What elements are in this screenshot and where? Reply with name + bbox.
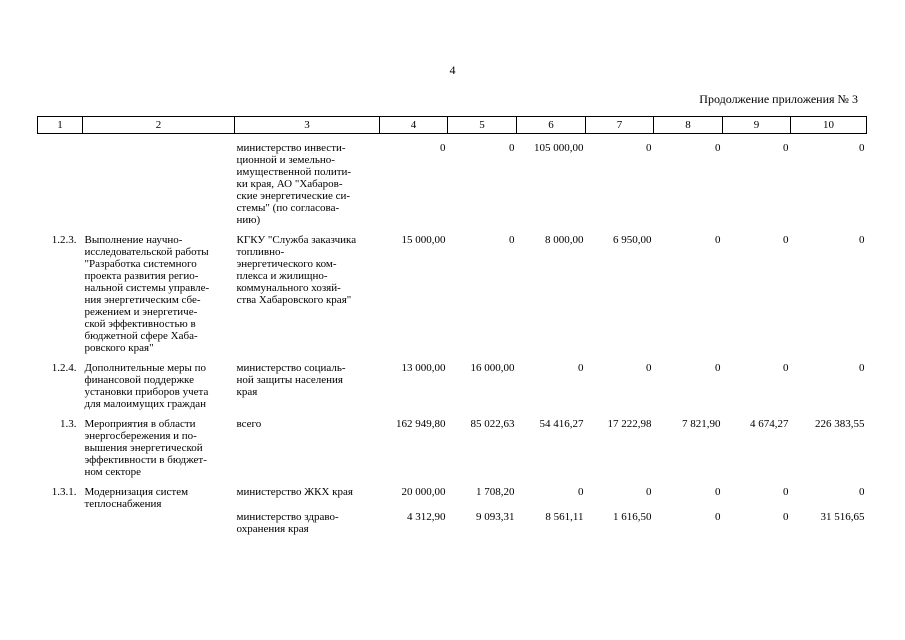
row-executor-cell: министерство здраво- охранения края — [236, 511, 339, 535]
row-code-cell: 1.2.3. — [51, 234, 77, 246]
row-value-cell: 85 022,63 — [470, 418, 515, 430]
row-value-cell: 17 222,98 — [607, 418, 652, 430]
appendix-continuation-label: Продолжение приложения № 3 — [699, 92, 858, 106]
row-value-cell: 0 — [783, 486, 789, 498]
table-row — [38, 354, 867, 410]
row-value-cell: 7 821,90 — [682, 418, 721, 430]
header-cell: 5 — [448, 117, 517, 134]
header-cell: 7 — [586, 117, 654, 134]
row-value-cell: 0 — [783, 142, 789, 154]
row-executor-cell: министерство ЖКХ края — [236, 486, 353, 498]
table-row — [38, 134, 867, 227]
row-value-cell: 54 416,27 — [539, 418, 584, 430]
row-executor-cell: министерство социаль- ной защиты населения края — [236, 362, 346, 398]
row-value-cell: 0 — [715, 142, 721, 154]
row-value-cell: 0 — [646, 362, 652, 374]
row-value-cell: 0 — [440, 142, 446, 154]
row-value-cell: 105 000,00 — [534, 142, 584, 154]
row-value-cell: 0 — [646, 142, 652, 154]
appendix-table — [37, 116, 867, 535]
row-value-cell: 4 312,90 — [407, 511, 446, 523]
header-cell: 1 — [38, 117, 83, 134]
row-value-cell: 0 — [859, 362, 865, 374]
row-code-cell: 1.3. — [60, 418, 77, 430]
header-cell: 2 — [83, 117, 235, 134]
row-name-cell: Дополнительные меры по финансовой поддержке установки приборов учета для малоимущих граждан — [84, 362, 209, 410]
row-value-cell: 0 — [578, 362, 584, 374]
table-row — [38, 226, 867, 354]
row-code-cell: 1.3.1. — [51, 486, 77, 498]
row-value-cell: 13 000,00 — [401, 362, 446, 374]
row-name-cell: Выполнение научно- исследовательской работы "Разработка системного проекта развития регио- нальной системы управле- ния энергетическим сбе- режением и энергетиче- ской эффективностью в бюджетной сфере Хаба- ровского края" — [84, 234, 210, 354]
header-cell: 10 — [791, 117, 867, 134]
row-value-cell: 162 949,80 — [396, 418, 446, 430]
table-row — [38, 478, 867, 510]
row-value-cell: 20 000,00 — [401, 486, 446, 498]
row-value-cell: 31 516,65 — [820, 511, 865, 523]
table-row — [38, 410, 867, 478]
row-value-cell: 0 — [859, 234, 865, 246]
row-code-cell — [38, 510, 83, 535]
row-value-cell: 8 000,00 — [545, 234, 584, 246]
row-value-cell: 0 — [646, 486, 652, 498]
row-value-cell: 9 093,31 — [476, 511, 515, 523]
row-value-cell: 0 — [509, 142, 515, 154]
table-row — [38, 510, 867, 535]
row-value-cell: 15 000,00 — [401, 234, 446, 246]
row-value-cell: 0 — [859, 142, 865, 154]
row-code-cell — [38, 134, 83, 227]
row-executor-cell: министерство инвести- ционной и земельно- имущественной полити- ки края, АО "Хабаров- ские энергетические си- стемы" (по согласова- нию) — [236, 142, 352, 226]
row-value-cell: 0 — [715, 511, 721, 523]
header-cell: 9 — [723, 117, 791, 134]
row-value-cell: 6 950,00 — [613, 234, 652, 246]
row-value-cell: 226 383,55 — [815, 418, 865, 430]
row-value-cell: 0 — [783, 511, 789, 523]
row-value-cell: 0 — [783, 362, 789, 374]
row-value-cell: 4 674,27 — [750, 418, 789, 430]
row-value-cell: 1 616,50 — [613, 511, 652, 523]
row-value-cell: 8 561,11 — [545, 511, 584, 523]
row-value-cell: 0 — [859, 486, 865, 498]
header-cell: 4 — [380, 117, 448, 134]
row-executor-cell: КГКУ "Служба заказчика топливно- энергетического ком- плекса и жилищно- коммунального хозяй- ства Хабаровского края" — [236, 234, 357, 306]
row-value-cell: 0 — [509, 234, 515, 246]
header-cell: 6 — [517, 117, 586, 134]
row-value-cell: 0 — [783, 234, 789, 246]
row-value-cell: 16 000,00 — [470, 362, 515, 374]
row-code-cell: 1.2.4. — [51, 362, 77, 374]
header-cell: 8 — [654, 117, 723, 134]
page-number: 4 — [449, 63, 456, 77]
header-cell: 3 — [235, 117, 380, 134]
row-value-cell: 0 — [715, 486, 721, 498]
row-value-cell: 0 — [715, 234, 721, 246]
row-value-cell: 1 708,20 — [476, 486, 515, 498]
row-name-cell — [83, 510, 235, 535]
row-executor-cell: всего — [236, 418, 262, 430]
row-name-cell: Мероприятия в области энергосбережения и по- вышения энергетической эффективности в бюджет- ном секторе — [84, 418, 207, 478]
row-name-cell — [83, 134, 235, 227]
row-value-cell: 0 — [715, 362, 721, 374]
row-value-cell: 0 — [578, 486, 584, 498]
row-name-cell: Модернизация систем теплоснабжения — [84, 486, 189, 510]
header-row — [38, 117, 867, 134]
